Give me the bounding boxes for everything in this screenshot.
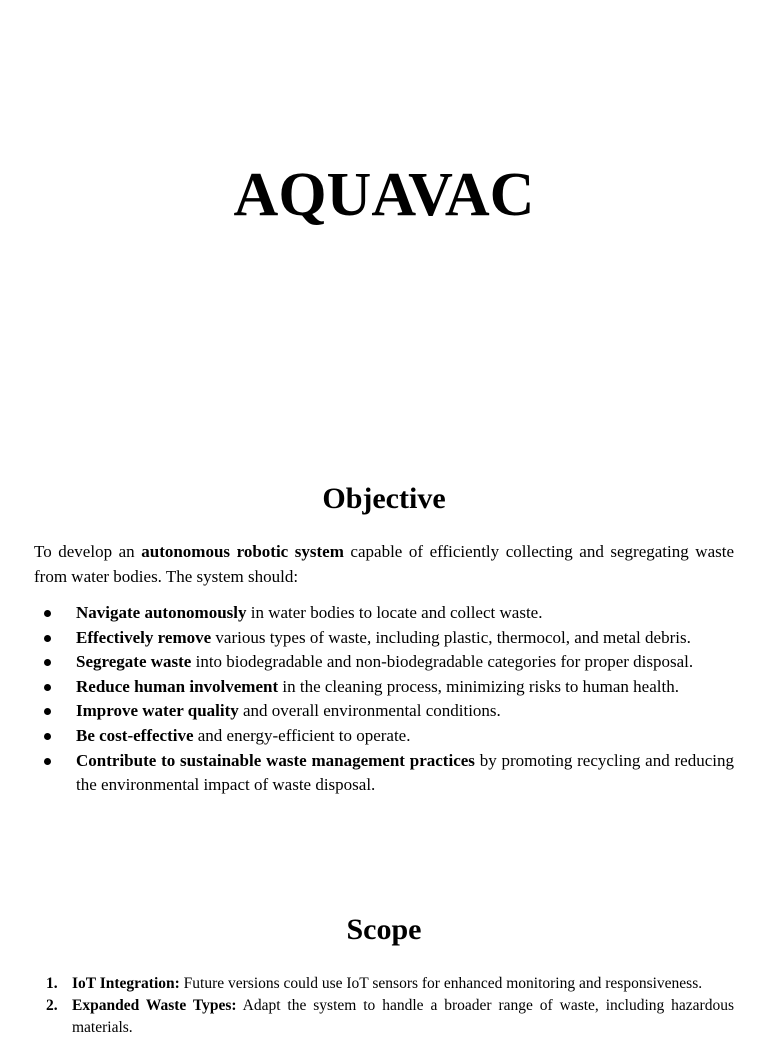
list-item: [34, 626, 734, 651]
item-number: 2.: [46, 997, 58, 1014]
intro-bold: autonomous robotic system: [141, 542, 344, 561]
list-item: [34, 973, 734, 995]
item-bold: IoT Integration:: [72, 975, 180, 992]
bullet-icon: [44, 708, 51, 715]
list-item: [34, 749, 734, 798]
item-text: into biodegradable and non-biodegradable categories for proper disposal.: [191, 652, 694, 672]
list-item: [34, 675, 734, 700]
item-text: in the cleaning process, minimizing risks to human health.: [278, 676, 679, 696]
scope-heading: Scope: [346, 913, 422, 946]
objective-intro: [34, 540, 734, 589]
item-text: by promoting recycling and reducing the environmental impact of waste disposal.: [76, 750, 734, 795]
item-text: various types of waste, including plastic, thermocol, and metal debris.: [211, 627, 691, 647]
bullet-icon: [44, 610, 51, 617]
intro-suffix: capable of efficiently collecting and segregating waste from water bodies. The system should:: [34, 542, 735, 586]
bullet-icon: [44, 733, 51, 740]
list-item: [34, 601, 734, 626]
item-bold: Navigate autonomously: [76, 603, 247, 622]
item-text: Adapt the system to handle a broader range of waste, including hazardous materials.: [72, 997, 735, 1036]
item-text: in water bodies to locate and collect waste.: [246, 603, 543, 622]
item-text: Future versions could use IoT sensors for enhanced monitoring and responsiveness.: [179, 975, 703, 992]
list-item: [34, 724, 734, 749]
item-bold: Segregate waste: [76, 652, 192, 672]
bullet-icon: [44, 684, 51, 691]
bullet-icon: [44, 635, 51, 642]
bullet-icon: [44, 758, 51, 765]
item-text: and overall environmental conditions.: [238, 701, 501, 721]
item-bold: Contribute to sustainable waste management practices: [76, 750, 475, 770]
item-bold: Reduce human involvement: [76, 676, 279, 696]
list-item: [34, 995, 734, 1039]
document-title: AQUAVAC: [233, 161, 535, 229]
list-item: [34, 699, 734, 724]
item-text: and energy-efficient to operate.: [193, 725, 411, 745]
item-bold: Effectively remove: [76, 627, 212, 647]
intro-prefix: To develop an: [34, 542, 142, 561]
item-bold: Improve water quality: [76, 701, 239, 721]
item-bold: Be cost-effective: [76, 725, 194, 745]
item-bold: Expanded Waste Types:: [72, 997, 237, 1014]
objective-heading: Objective: [322, 482, 446, 515]
item-number: 1.: [46, 975, 58, 992]
list-item: [34, 650, 734, 675]
bullet-icon: [44, 659, 51, 666]
scope-list: [34, 973, 734, 1039]
objective-list: [34, 601, 734, 798]
